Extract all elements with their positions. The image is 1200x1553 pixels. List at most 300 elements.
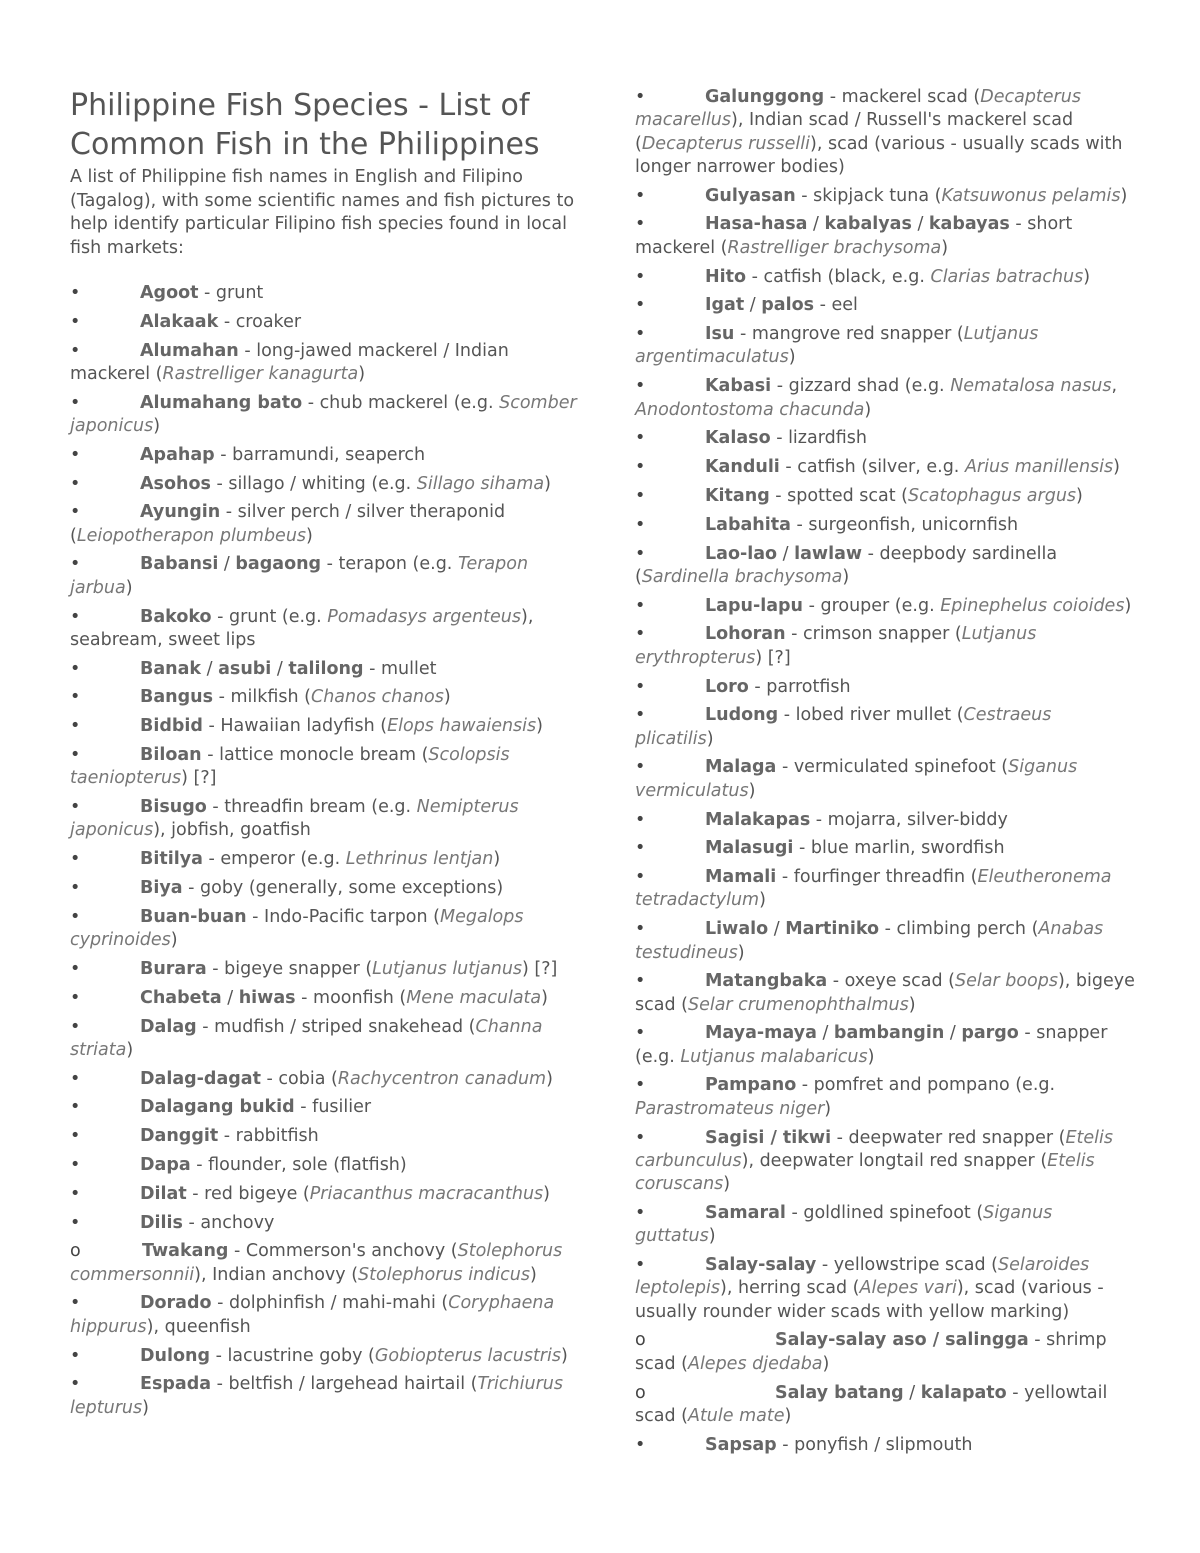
description-text: ) bbox=[706, 728, 714, 749]
list-item bbox=[635, 756, 1135, 803]
fish-name: Martiniko bbox=[785, 919, 880, 940]
description-text: - mackerel scad ( bbox=[824, 87, 981, 107]
bullet-marker: • bbox=[635, 266, 646, 287]
description-text: - dolphinfish / mahi-mahi ( bbox=[211, 1293, 449, 1314]
description-text: / bbox=[944, 1023, 962, 1044]
fish-name: kalapato bbox=[920, 1382, 1007, 1403]
list-item bbox=[70, 715, 590, 738]
bullet-marker: • bbox=[635, 624, 646, 645]
fish-name: pargo bbox=[961, 1023, 1019, 1044]
description-text: - milkfish ( bbox=[213, 687, 311, 708]
fish-name: Bakoko bbox=[140, 606, 212, 627]
scientific-name: Channa striata bbox=[70, 1016, 543, 1060]
fish-name: Igat bbox=[705, 295, 745, 316]
description-text: - lizardfish bbox=[770, 428, 867, 449]
scientific-name: Scatophagus argus bbox=[907, 485, 1077, 506]
list-item bbox=[70, 1068, 590, 1091]
description-text: - anchovy bbox=[182, 1212, 275, 1233]
scientific-name: Cestraeus plicatilis bbox=[635, 705, 1052, 749]
list-item bbox=[635, 1434, 1135, 1457]
list-item bbox=[635, 1127, 1135, 1197]
scientific-name: Chanos chanos bbox=[310, 687, 444, 708]
description-text: / bbox=[744, 295, 762, 316]
description-text: ), jobfish, goatfish bbox=[153, 820, 311, 841]
fish-name: Alumahang bato bbox=[140, 392, 303, 413]
description-text: ) bbox=[125, 577, 133, 598]
description-text: - eel bbox=[814, 295, 858, 316]
description-text: - gizzard shad (e.g. bbox=[771, 376, 951, 397]
description-text: - beltfish / largehead hairtail ( bbox=[211, 1374, 478, 1395]
sub-list-item bbox=[70, 1240, 590, 1287]
description-text: ) bbox=[748, 780, 756, 801]
list-item bbox=[70, 906, 590, 953]
bullet-marker: • bbox=[70, 958, 81, 979]
description-text: - parrotfish bbox=[748, 676, 851, 697]
fish-name: Lohoran bbox=[705, 624, 786, 645]
scientific-name: Siganus guttatus bbox=[635, 1202, 1053, 1247]
description-text: / bbox=[221, 987, 239, 1008]
description-text: / bbox=[777, 543, 795, 564]
fish-name: Dalag bbox=[140, 1016, 197, 1037]
fish-name: Burara bbox=[140, 958, 207, 979]
list-item bbox=[70, 848, 590, 871]
list-item bbox=[635, 427, 1135, 450]
description-text: / bbox=[807, 214, 825, 235]
list-item bbox=[70, 1345, 590, 1368]
bullet-marker: • bbox=[635, 87, 646, 107]
description-text: - deepbody sardinella ( bbox=[635, 543, 1058, 587]
description-text: - emperor (e.g. bbox=[202, 849, 346, 870]
scientific-name: Clarias batrachus bbox=[930, 266, 1084, 287]
list-item bbox=[635, 86, 1135, 179]
list-item bbox=[70, 1212, 590, 1235]
scientific-name: Parastromateus niger bbox=[635, 1098, 825, 1119]
description-text: ), seabream, sweet lips bbox=[70, 606, 534, 650]
bullet-marker: • bbox=[70, 444, 81, 465]
fish-name: Chabeta bbox=[140, 987, 222, 1008]
description-text: - mudfish / striped snakehead ( bbox=[196, 1016, 476, 1037]
description-text: ) bbox=[737, 942, 745, 963]
description-text: - goby (generally, some exceptions) bbox=[182, 878, 504, 899]
bullet-marker: • bbox=[635, 428, 646, 449]
description-text: ), Indian anchovy ( bbox=[194, 1264, 359, 1285]
description-text: - flounder, sole (flatfish) bbox=[190, 1155, 407, 1175]
fish-name: Kanduli bbox=[705, 457, 780, 478]
description-text: ), scad (various - usually rounder wider scads with yellow marking) bbox=[635, 1278, 1104, 1322]
bullet-marker: • bbox=[635, 543, 646, 564]
description-text: - Commerson's anchovy ( bbox=[228, 1241, 458, 1262]
scientific-name: Leiopotherapon plumbeus bbox=[76, 525, 307, 546]
scientific-name: Eleutheronema tetradactylum bbox=[635, 867, 1112, 911]
list-item bbox=[635, 456, 1135, 479]
description-text: ) bbox=[543, 1183, 550, 1204]
bullet-marker: • bbox=[70, 687, 81, 708]
list-item bbox=[635, 266, 1135, 289]
description-text: - surgeonfish, unicornfish bbox=[790, 514, 1019, 535]
scientific-name: Alepes djedaba bbox=[687, 1353, 823, 1374]
fish-name: Buan-buan bbox=[140, 906, 247, 927]
scientific-name: Sardinella brachysoma bbox=[641, 566, 843, 587]
description-text: / bbox=[816, 1023, 834, 1044]
bullet-marker: • bbox=[70, 716, 81, 737]
fish-name: Liwalo bbox=[705, 919, 769, 940]
fish-name: asubi bbox=[218, 658, 272, 679]
list-item bbox=[70, 340, 590, 387]
description-text: ) bbox=[529, 1264, 537, 1285]
bullet-marker: • bbox=[635, 867, 646, 888]
list-item bbox=[70, 1154, 590, 1177]
fish-list-left bbox=[70, 282, 590, 1420]
scientific-name: Scolopsis taeniopterus bbox=[70, 745, 510, 789]
list-item bbox=[70, 392, 590, 439]
bullet-marker: • bbox=[70, 987, 81, 1008]
description-text: ), queenfish bbox=[146, 1316, 251, 1337]
scientific-name: Lutjanus malabaricus bbox=[680, 1046, 868, 1067]
scientific-name: Anodontostoma chacunda bbox=[635, 399, 865, 420]
description-text: ) bbox=[708, 1226, 716, 1247]
list-item bbox=[70, 501, 590, 548]
bullet-marker: • bbox=[70, 906, 81, 927]
description-text: - lobed river mullet ( bbox=[778, 705, 964, 726]
fish-name: Bidbid bbox=[140, 716, 203, 737]
fish-name: Dilat bbox=[140, 1183, 187, 1204]
fish-name: Biya bbox=[140, 878, 183, 899]
description-text: - grouper (e.g. bbox=[803, 595, 941, 616]
bullet-marker: • bbox=[635, 457, 646, 478]
scientific-name: Etelis carbunculus bbox=[635, 1127, 1114, 1171]
list-item bbox=[70, 1292, 590, 1339]
fish-name: Kalaso bbox=[705, 428, 771, 449]
description-text: ) bbox=[822, 1353, 830, 1374]
scientific-name: Decapterus russelli bbox=[641, 133, 810, 154]
list-item bbox=[70, 444, 590, 467]
description-text: - mullet bbox=[363, 658, 437, 679]
description-text: ) [?] bbox=[522, 958, 558, 979]
description-text: - ponyfish / slipmouth bbox=[776, 1434, 973, 1455]
fish-name: hiwas bbox=[238, 987, 296, 1008]
description-text: - deepwater red snapper ( bbox=[831, 1127, 1066, 1148]
fish-name: Babansi bbox=[140, 554, 219, 575]
bullet-marker: • bbox=[635, 295, 646, 316]
left-column bbox=[70, 86, 590, 1425]
fish-name: Loro bbox=[705, 676, 749, 697]
description-text: ), herring scad ( bbox=[720, 1278, 860, 1299]
description-text: ) bbox=[759, 890, 766, 911]
fish-name: Lapu-lapu bbox=[705, 595, 804, 616]
scientific-name: Epinephelus coioides bbox=[940, 595, 1125, 616]
fish-name: Malasugi bbox=[705, 838, 794, 859]
description-text: ), deepwater longtail red snapper ( bbox=[741, 1150, 1048, 1171]
bullet-marker: • bbox=[635, 757, 646, 778]
fish-name: Kitang bbox=[705, 485, 770, 506]
description-text: ) bbox=[867, 1046, 875, 1067]
description-text: ), scad (various - usually scads with longer narrower bodies) bbox=[635, 133, 1123, 177]
list-item bbox=[635, 970, 1135, 1017]
bullet-marker: • bbox=[70, 283, 81, 303]
fish-name: Dalag-dagat bbox=[140, 1068, 261, 1089]
bullet-marker: • bbox=[70, 340, 81, 361]
scientific-name: Stolephorus indicus bbox=[358, 1264, 530, 1285]
list-item bbox=[70, 658, 590, 681]
description-text: ) bbox=[788, 347, 796, 368]
fish-name: Bitilya bbox=[140, 849, 203, 870]
bullet-marker: • bbox=[635, 324, 646, 345]
list-item bbox=[70, 796, 590, 843]
bullet-marker: • bbox=[635, 919, 646, 940]
fish-name: Dulong bbox=[140, 1345, 210, 1366]
list-item bbox=[635, 543, 1135, 590]
fish-name: Ayungin bbox=[140, 502, 221, 523]
bullet-marker: • bbox=[70, 502, 81, 523]
bullet-marker: • bbox=[635, 1434, 646, 1455]
fish-name: Samaral bbox=[705, 1202, 786, 1223]
fish-name: Alakaak bbox=[140, 311, 219, 332]
description-text: ), bigeye scad ( bbox=[635, 971, 1135, 1015]
description-text: - threadfin bream (e.g. bbox=[206, 797, 417, 818]
fish-name: Salay-salay bbox=[705, 1255, 817, 1276]
bullet-marker: • bbox=[70, 392, 81, 413]
description-text: ) bbox=[908, 994, 916, 1015]
fish-name: Danggit bbox=[140, 1126, 219, 1147]
description-text: - vermiculated spinefoot ( bbox=[776, 757, 1009, 778]
fish-name: Salay batang bbox=[775, 1382, 904, 1403]
description-text: - mojarra, silver-biddy bbox=[810, 809, 1008, 830]
description-text: - silver perch / silver theraponid ( bbox=[70, 502, 506, 546]
bullet-marker: • bbox=[635, 595, 646, 616]
fish-name: Dorado bbox=[140, 1293, 212, 1314]
scientific-name: Gobiopterus lacustris bbox=[374, 1345, 561, 1366]
description-text: / bbox=[911, 214, 929, 235]
bullet-marker: • bbox=[635, 1075, 646, 1096]
description-text: ) bbox=[1120, 185, 1128, 206]
description-text: ) bbox=[784, 1405, 792, 1426]
description-text: ) bbox=[560, 1345, 568, 1366]
fish-name: bagaong bbox=[235, 554, 322, 575]
list-item bbox=[635, 1254, 1135, 1324]
description-text: - Indo-Pacific tarpon ( bbox=[246, 906, 440, 927]
bullet-marker: • bbox=[70, 1068, 81, 1089]
description-text: ) bbox=[544, 473, 551, 494]
list-item bbox=[635, 323, 1135, 370]
scientific-name: Terapon jarbua bbox=[70, 554, 529, 598]
bullet-marker: • bbox=[70, 797, 81, 818]
bullet-marker: • bbox=[635, 1202, 646, 1223]
fish-name: Sapsap bbox=[705, 1434, 777, 1455]
list-item bbox=[635, 704, 1135, 751]
list-item bbox=[70, 282, 590, 305]
sub-list-item bbox=[635, 1382, 1135, 1429]
sub-bullet-marker: o bbox=[635, 1382, 646, 1403]
fish-name: Alumahan bbox=[140, 340, 239, 361]
list-item bbox=[635, 595, 1135, 618]
scientific-name: Elops hawaiensis bbox=[387, 716, 537, 737]
description-text: - red bigeye ( bbox=[186, 1183, 310, 1204]
list-item bbox=[635, 623, 1135, 670]
fish-name: Bangus bbox=[140, 687, 214, 708]
description-text: ) bbox=[941, 237, 949, 258]
scientific-name: Rastrelliger kanagurta bbox=[162, 363, 359, 384]
description-text: ) bbox=[126, 1039, 134, 1060]
scientific-name: Katsuwonus pelamis bbox=[941, 185, 1121, 206]
list-item bbox=[70, 987, 590, 1010]
fish-name: Dalagang bukid bbox=[140, 1097, 295, 1118]
scientific-name: Anabas testudineus bbox=[635, 919, 1104, 963]
description-text: ) [?] bbox=[755, 647, 791, 668]
list-item bbox=[70, 877, 590, 900]
description-text: ) [?] bbox=[181, 768, 217, 789]
description-text: / bbox=[218, 554, 236, 575]
scientific-name: Lethrinus lentjan bbox=[345, 849, 494, 870]
description-text: ), Indian scad / Russell's mackerel scad ( bbox=[635, 110, 1074, 154]
description-text: ) bbox=[153, 415, 161, 436]
bullet-marker: • bbox=[635, 1023, 646, 1044]
list-item bbox=[635, 1022, 1135, 1069]
description-text: - snapper (e.g. bbox=[635, 1023, 1108, 1067]
list-item bbox=[70, 553, 590, 600]
description-text: - climbing perch ( bbox=[879, 919, 1039, 940]
fish-name: Asohos bbox=[140, 473, 211, 494]
bullet-marker: • bbox=[635, 838, 646, 859]
description-text: / bbox=[201, 658, 219, 679]
fish-name: Hasa-hasa bbox=[705, 214, 808, 235]
scientific-name: Alepes vari bbox=[859, 1278, 957, 1299]
bullet-marker: • bbox=[70, 1183, 81, 1204]
list-item bbox=[70, 1096, 590, 1119]
scientific-name: Lutjanus erythropterus bbox=[635, 624, 1037, 668]
bullet-marker: • bbox=[635, 376, 646, 397]
description-text: - mangrove red snapper ( bbox=[734, 324, 964, 345]
fish-name: Malakapas bbox=[705, 809, 811, 830]
description-text: ) bbox=[170, 930, 178, 951]
description-text: - crimson snapper ( bbox=[785, 624, 962, 645]
scientific-name: Selar crumenophthalmus bbox=[687, 994, 909, 1015]
list-item bbox=[70, 958, 590, 981]
list-item bbox=[635, 294, 1135, 317]
scientific-name: Sillago sihama bbox=[416, 473, 545, 494]
scientific-name: Megalops cyprinoides bbox=[70, 906, 524, 951]
bullet-marker: • bbox=[635, 514, 646, 535]
description-text: ) bbox=[1076, 485, 1083, 506]
bullet-marker: • bbox=[70, 1345, 81, 1366]
fish-name: lawlaw bbox=[794, 543, 863, 564]
list-item bbox=[70, 744, 590, 791]
description-text: - bigeye snapper ( bbox=[206, 958, 373, 979]
fish-name: Maya-maya bbox=[705, 1023, 817, 1044]
description-text: - grunt bbox=[198, 283, 264, 303]
scientific-name: Pomadasys argenteus bbox=[327, 606, 522, 627]
bullet-marker: • bbox=[70, 473, 81, 494]
fish-name: Banak bbox=[140, 658, 202, 679]
list-item bbox=[635, 1074, 1135, 1121]
description-text: - lacustrine goby ( bbox=[210, 1345, 375, 1366]
bullet-marker: • bbox=[70, 1016, 81, 1037]
list-item bbox=[70, 311, 590, 334]
fish-name: Galunggong bbox=[705, 87, 825, 107]
sub-bullet-marker: o bbox=[70, 1241, 81, 1262]
scientific-name: Trichiurus lepturus bbox=[70, 1374, 563, 1418]
list-item bbox=[70, 606, 590, 653]
description-text: - short mackerel ( bbox=[635, 214, 1073, 258]
scientific-name: Stolephorus commersonnii bbox=[70, 1241, 563, 1285]
fish-name: palos bbox=[761, 295, 815, 316]
bullet-marker: • bbox=[635, 1127, 646, 1148]
description-text: ) bbox=[443, 687, 451, 708]
description-text: ) bbox=[1124, 595, 1132, 616]
fish-name: Lao-lao bbox=[705, 543, 778, 564]
fish-list-right bbox=[635, 86, 1135, 1457]
scientific-name: Rachycentron canadum bbox=[337, 1068, 547, 1089]
description-text: - catfish (black, e.g. bbox=[746, 266, 931, 287]
fish-name: Twakang bbox=[142, 1241, 229, 1262]
scientific-name: Scomber japonicus bbox=[70, 392, 577, 436]
list-item bbox=[70, 473, 590, 496]
scientific-name: Atule mate bbox=[687, 1405, 785, 1426]
fish-name: Kabasi bbox=[705, 376, 772, 397]
bullet-marker: • bbox=[70, 1212, 81, 1233]
fish-name: kabayas bbox=[928, 214, 1010, 235]
bullet-marker: • bbox=[70, 554, 81, 575]
description-text: - goldlined spinefoot ( bbox=[785, 1202, 984, 1223]
list-item bbox=[70, 1016, 590, 1063]
bullet-marker: • bbox=[70, 849, 81, 870]
description-text: - moonfish ( bbox=[295, 987, 407, 1008]
scientific-name: Nemipterus japonicus bbox=[70, 797, 519, 841]
fish-name: kabalyas bbox=[824, 214, 912, 235]
sub-list-item bbox=[635, 1329, 1135, 1376]
fish-name: Apahap bbox=[140, 444, 215, 465]
description-text: ) bbox=[358, 363, 366, 384]
list-item bbox=[635, 918, 1135, 965]
bullet-marker: • bbox=[70, 1155, 81, 1175]
description-text: ) bbox=[824, 1098, 832, 1119]
bullet-marker: • bbox=[635, 214, 646, 235]
description-text: , bbox=[1111, 376, 1118, 397]
list-item bbox=[635, 866, 1135, 913]
description-text: - pomfret and pompano (e.g. bbox=[796, 1075, 1056, 1096]
list-item bbox=[635, 1202, 1135, 1249]
fish-name: Malaga bbox=[705, 757, 777, 778]
description-text: - spotted scat ( bbox=[769, 485, 908, 506]
bullet-marker: • bbox=[635, 705, 646, 726]
description-text: ) bbox=[842, 566, 850, 587]
description-text: / bbox=[903, 1382, 921, 1403]
bullet-marker: • bbox=[635, 676, 646, 697]
description-text: - oxeye scad ( bbox=[827, 971, 956, 992]
bullet-marker: • bbox=[70, 1374, 81, 1395]
description-text: - shrimp scad ( bbox=[635, 1330, 1107, 1374]
description-text: - rabbitfish bbox=[218, 1126, 319, 1147]
scientific-name: Etelis coruscans bbox=[635, 1150, 1095, 1195]
fish-name: Salay-salay aso / salingga bbox=[775, 1330, 1029, 1351]
page-title: Philippine Fish Species - List of Common Fish in the Philippines bbox=[70, 88, 540, 162]
description-text: - skipjack tuna ( bbox=[795, 185, 942, 206]
list-item bbox=[70, 1125, 590, 1148]
description-text: ) bbox=[493, 849, 501, 870]
list-item bbox=[635, 485, 1135, 508]
scientific-name: Mene maculata bbox=[406, 987, 542, 1008]
scientific-name: Coryphaena hippurus bbox=[70, 1293, 555, 1337]
description-text: ) bbox=[723, 1174, 731, 1195]
description-text: ) bbox=[1083, 266, 1091, 287]
scientific-name: Arius manillensis bbox=[964, 457, 1114, 478]
bullet-marker: • bbox=[635, 1255, 646, 1276]
description-text: - croaker bbox=[218, 311, 302, 332]
bullet-marker: • bbox=[635, 185, 646, 206]
list-item bbox=[635, 213, 1135, 260]
fish-name: Hito bbox=[705, 266, 747, 287]
description-text: ) bbox=[541, 987, 548, 1008]
description-text: - barramundi, seaperch bbox=[214, 444, 426, 465]
